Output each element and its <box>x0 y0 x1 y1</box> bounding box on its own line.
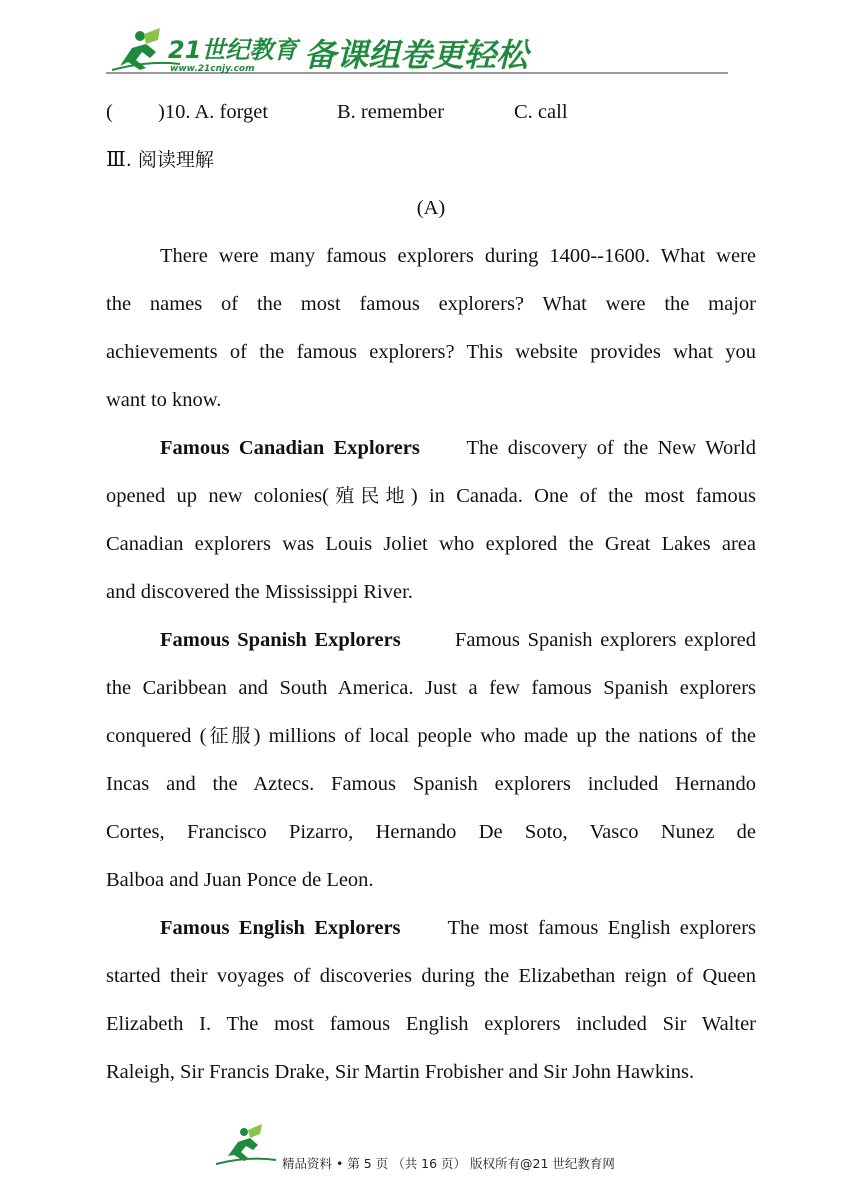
logo-brand-text: 21世纪教育 <box>168 36 298 64</box>
spanish-text-3a: conquered ( <box>106 725 207 747</box>
spanish-line-2: the Caribbean and South America. Just a few famous Spanish explorers <box>106 677 756 699</box>
canadian-line-1 <box>106 436 756 460</box>
spanish-line-3 <box>106 724 756 748</box>
spanish-line-6: Balboa and Juan Ponce de Leon. <box>106 869 374 891</box>
english-line-4: Raleigh, Sir Francis Drake, Sir Martin Frobisher and Sir John Hawkins. <box>106 1061 695 1083</box>
canadian-line-2 <box>106 484 756 508</box>
option-b: B. remember <box>337 101 445 123</box>
answer-paren: ( <box>106 101 113 123</box>
option-a: )10. A. forget <box>158 101 269 123</box>
section-roman: Ⅲ <box>106 149 126 171</box>
page-footer <box>0 1110 861 1192</box>
english-line-1 <box>106 916 756 940</box>
canadian-line-4: and discovered the Mississippi River. <box>106 581 413 603</box>
canadian-line-3: Canadian explorers was Louis Joliet who explored the Great Lakes area <box>106 533 756 555</box>
header-logo-graphic <box>0 0 861 80</box>
english-line-3: Elizabeth I. The most famous English explorers included Sir Walter <box>106 1013 756 1035</box>
canadian-text-2a: opened up new colonies( <box>106 485 329 507</box>
english-line-2: started their voyages of discoveries during the Elizabethan reign of Queen <box>106 965 756 987</box>
canadian-heading: Famous Canadian Explorers <box>160 437 420 459</box>
logo-url-text: www.21cnjy.com <box>170 64 255 74</box>
english-heading: Famous English Explorers <box>160 917 401 939</box>
option-c: C. call <box>514 101 568 123</box>
intro-line-3: achievements of the famous explorers? This website provides what you <box>106 341 756 363</box>
spanish-text-3b: ) millions of local people who made up the nations of the <box>253 725 756 747</box>
spanish-line-1 <box>106 628 756 652</box>
spanish-line-4: Incas and the Aztecs. Famous Spanish explorers included Hernando <box>106 773 756 795</box>
canadian-cjk-colonies: 殖民地 <box>329 485 411 507</box>
intro-line-4: want to know. <box>106 389 222 411</box>
canadian-text-1: The discovery of the New World <box>466 437 756 459</box>
passage-label: (A) <box>416 197 446 219</box>
footer-logo-icon <box>0 1110 861 1192</box>
footer-text: 精品资料 • 第 5 页 （共 16 页） 版权所有@21 世纪教育网 <box>282 1156 615 1171</box>
intro-line-1: There were many famous explorers during 1400--1600. What were <box>160 245 756 267</box>
header-slogan: 备课组卷更轻松 <box>304 36 529 74</box>
english-text-1: The most famous English explorers <box>447 917 757 939</box>
spanish-text-1: Famous Spanish explorers explored <box>454 629 757 651</box>
page-header <box>0 0 861 80</box>
section-title: . 阅读理解 <box>125 149 214 171</box>
section-heading <box>106 148 756 172</box>
spanish-heading: Famous Spanish Explorers <box>160 629 401 651</box>
canadian-text-2b: ) in Canada. One of the most famous <box>410 485 757 507</box>
spanish-cjk-conquer: 征服 <box>206 725 254 747</box>
intro-line-2: the names of the most famous explorers? What were the major <box>106 293 756 315</box>
spanish-line-5: Cortes, Francisco Pizarro, Hernando De Soto, Vasco Nunez de <box>106 821 756 843</box>
